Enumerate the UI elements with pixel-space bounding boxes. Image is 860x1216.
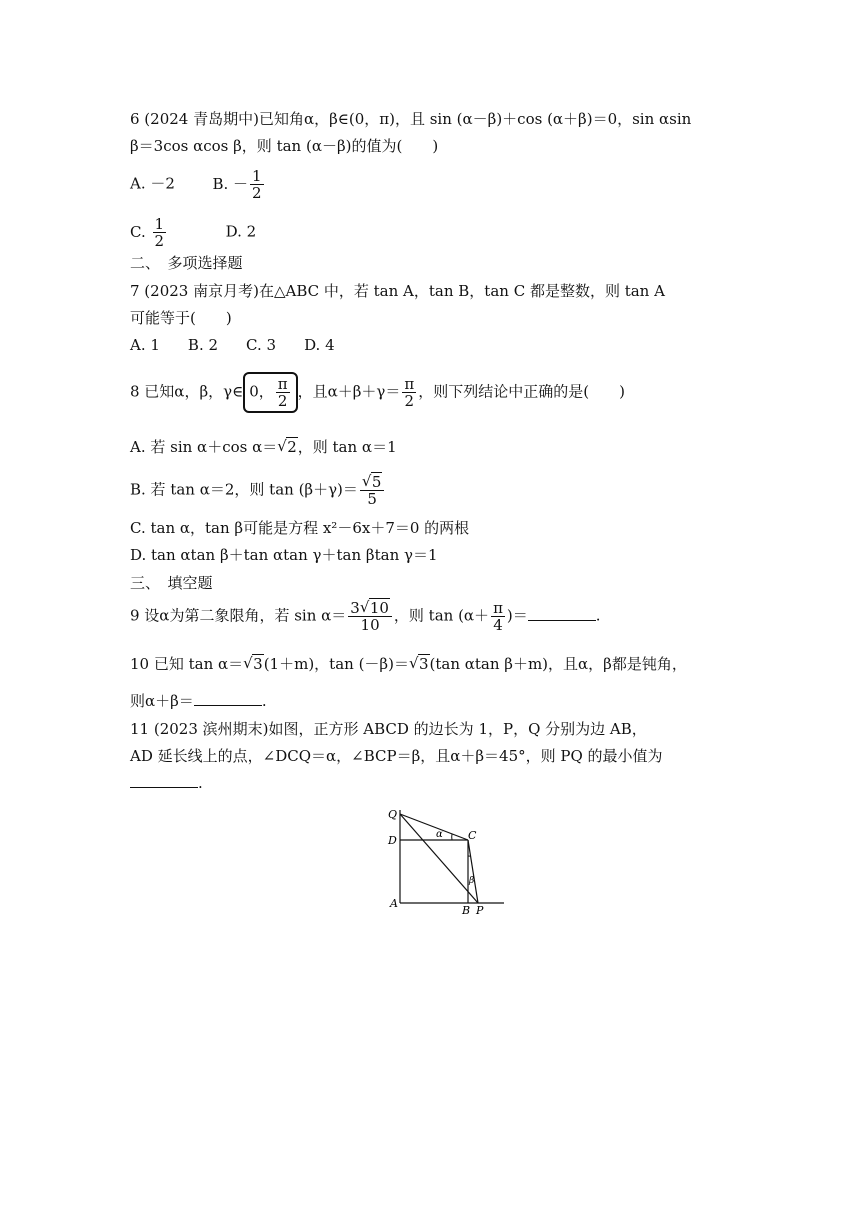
label-a: A [390,897,398,910]
q8-option-a: A. 若 sin α＋cos α＝√ 2，则 tan α＝1 [130,436,397,458]
label-c: C [468,829,477,842]
q9-stem: 9 设α为第二象限角，若 sin α＝ $\frac{3√ 10}{10}$ ，则 tan (α＋ $\frac{\pi}{4}$ )＝ . [130,600,601,633]
q6-line1: 6 (2024 青岛期中)已知角α，β∈(0，π)，且 sin (α－β)＋cos (α＋β)＝0，sin αsin [130,110,692,128]
label-alpha: α [436,829,443,840]
q6-option-c: C. $\frac{1}{2}$ [130,215,165,250]
q11-line1: 11 (2023 滨州期末)如图，正方形 ABCD 的边长为 1，P，Q 分别为边 AB， [130,720,647,738]
q7-option-a: A. 1 [130,336,160,354]
q8-option-d: D. tan αtan β＋tan αtan γ＋tan βtan γ＝1 [130,546,438,564]
geometry-figure [386,806,516,916]
q11-line3: . [130,772,203,794]
label-q: Q [388,808,398,821]
q8-stem: 8 已知α，β，γ∈ 0， $\frac{\pi}{2}$ ，且α＋β＋γ＝ $\frac{\pi}{2}$ ，则下列结论中正确的是( ) [130,372,625,413]
q9-answer-blank [528,606,596,621]
q6-option-a: A. －2 [130,174,175,193]
q7-line1: 7 (2023 南京月考)在△ABC 中，若 tan A，tan B，tan C 都是整数，则 tan A [130,282,665,300]
line-qp [400,814,478,903]
q6-option-d: D. 2 [225,222,257,241]
q6-options-ab [130,168,266,201]
label-d: D [388,834,397,847]
q10-answer-blank [194,691,262,706]
q6-options-cd [130,216,256,249]
q8-option-c: C. tan α，tan β可能是方程 x²－6x＋7＝0 的两根 [130,519,470,537]
q11-line2: AD 延长线上的点，∠DCQ＝α，∠BCP＝β，且α＋β＝45°，则 PQ 的最小值为 [130,747,663,765]
label-b: B [462,904,471,916]
q7-option-c: C. 3 [246,336,277,354]
q10-line2: 则α＋β＝ . [130,692,267,710]
q8-option-b: B. 若 tan α＝2，则 tan (β＋γ)＝ √ $\frac{5}{5}$ [130,474,386,507]
q7-option-d: D. 4 [304,336,335,354]
label-beta: β [469,876,475,886]
q11-answer-blank [130,773,198,788]
q7-line2: 可能等于( ) [130,309,232,327]
section-multiple-choice-title: 二、 多项选择题 [130,254,243,272]
q6-line2: β＝3cos αcos β，则 tan (α－β)的值为( ) [130,137,439,155]
q7-options [130,334,335,356]
q10-line1: 10 已知 tan α＝√ 3(1＋m)，tan (－β)＝√ 3(tan αtan β＋m)，且α，β都是钝角， [130,653,687,675]
q6-option-b: B. － $\frac{1}{2}$ [212,167,262,202]
q8-interval: 0， $\frac{\pi}{2}$ [243,372,297,413]
q7-option-b: B. 2 [187,336,219,354]
section-fill-blank-title: 三、 填空题 [130,574,213,592]
line-qc [400,814,468,840]
label-p: P [476,904,484,916]
